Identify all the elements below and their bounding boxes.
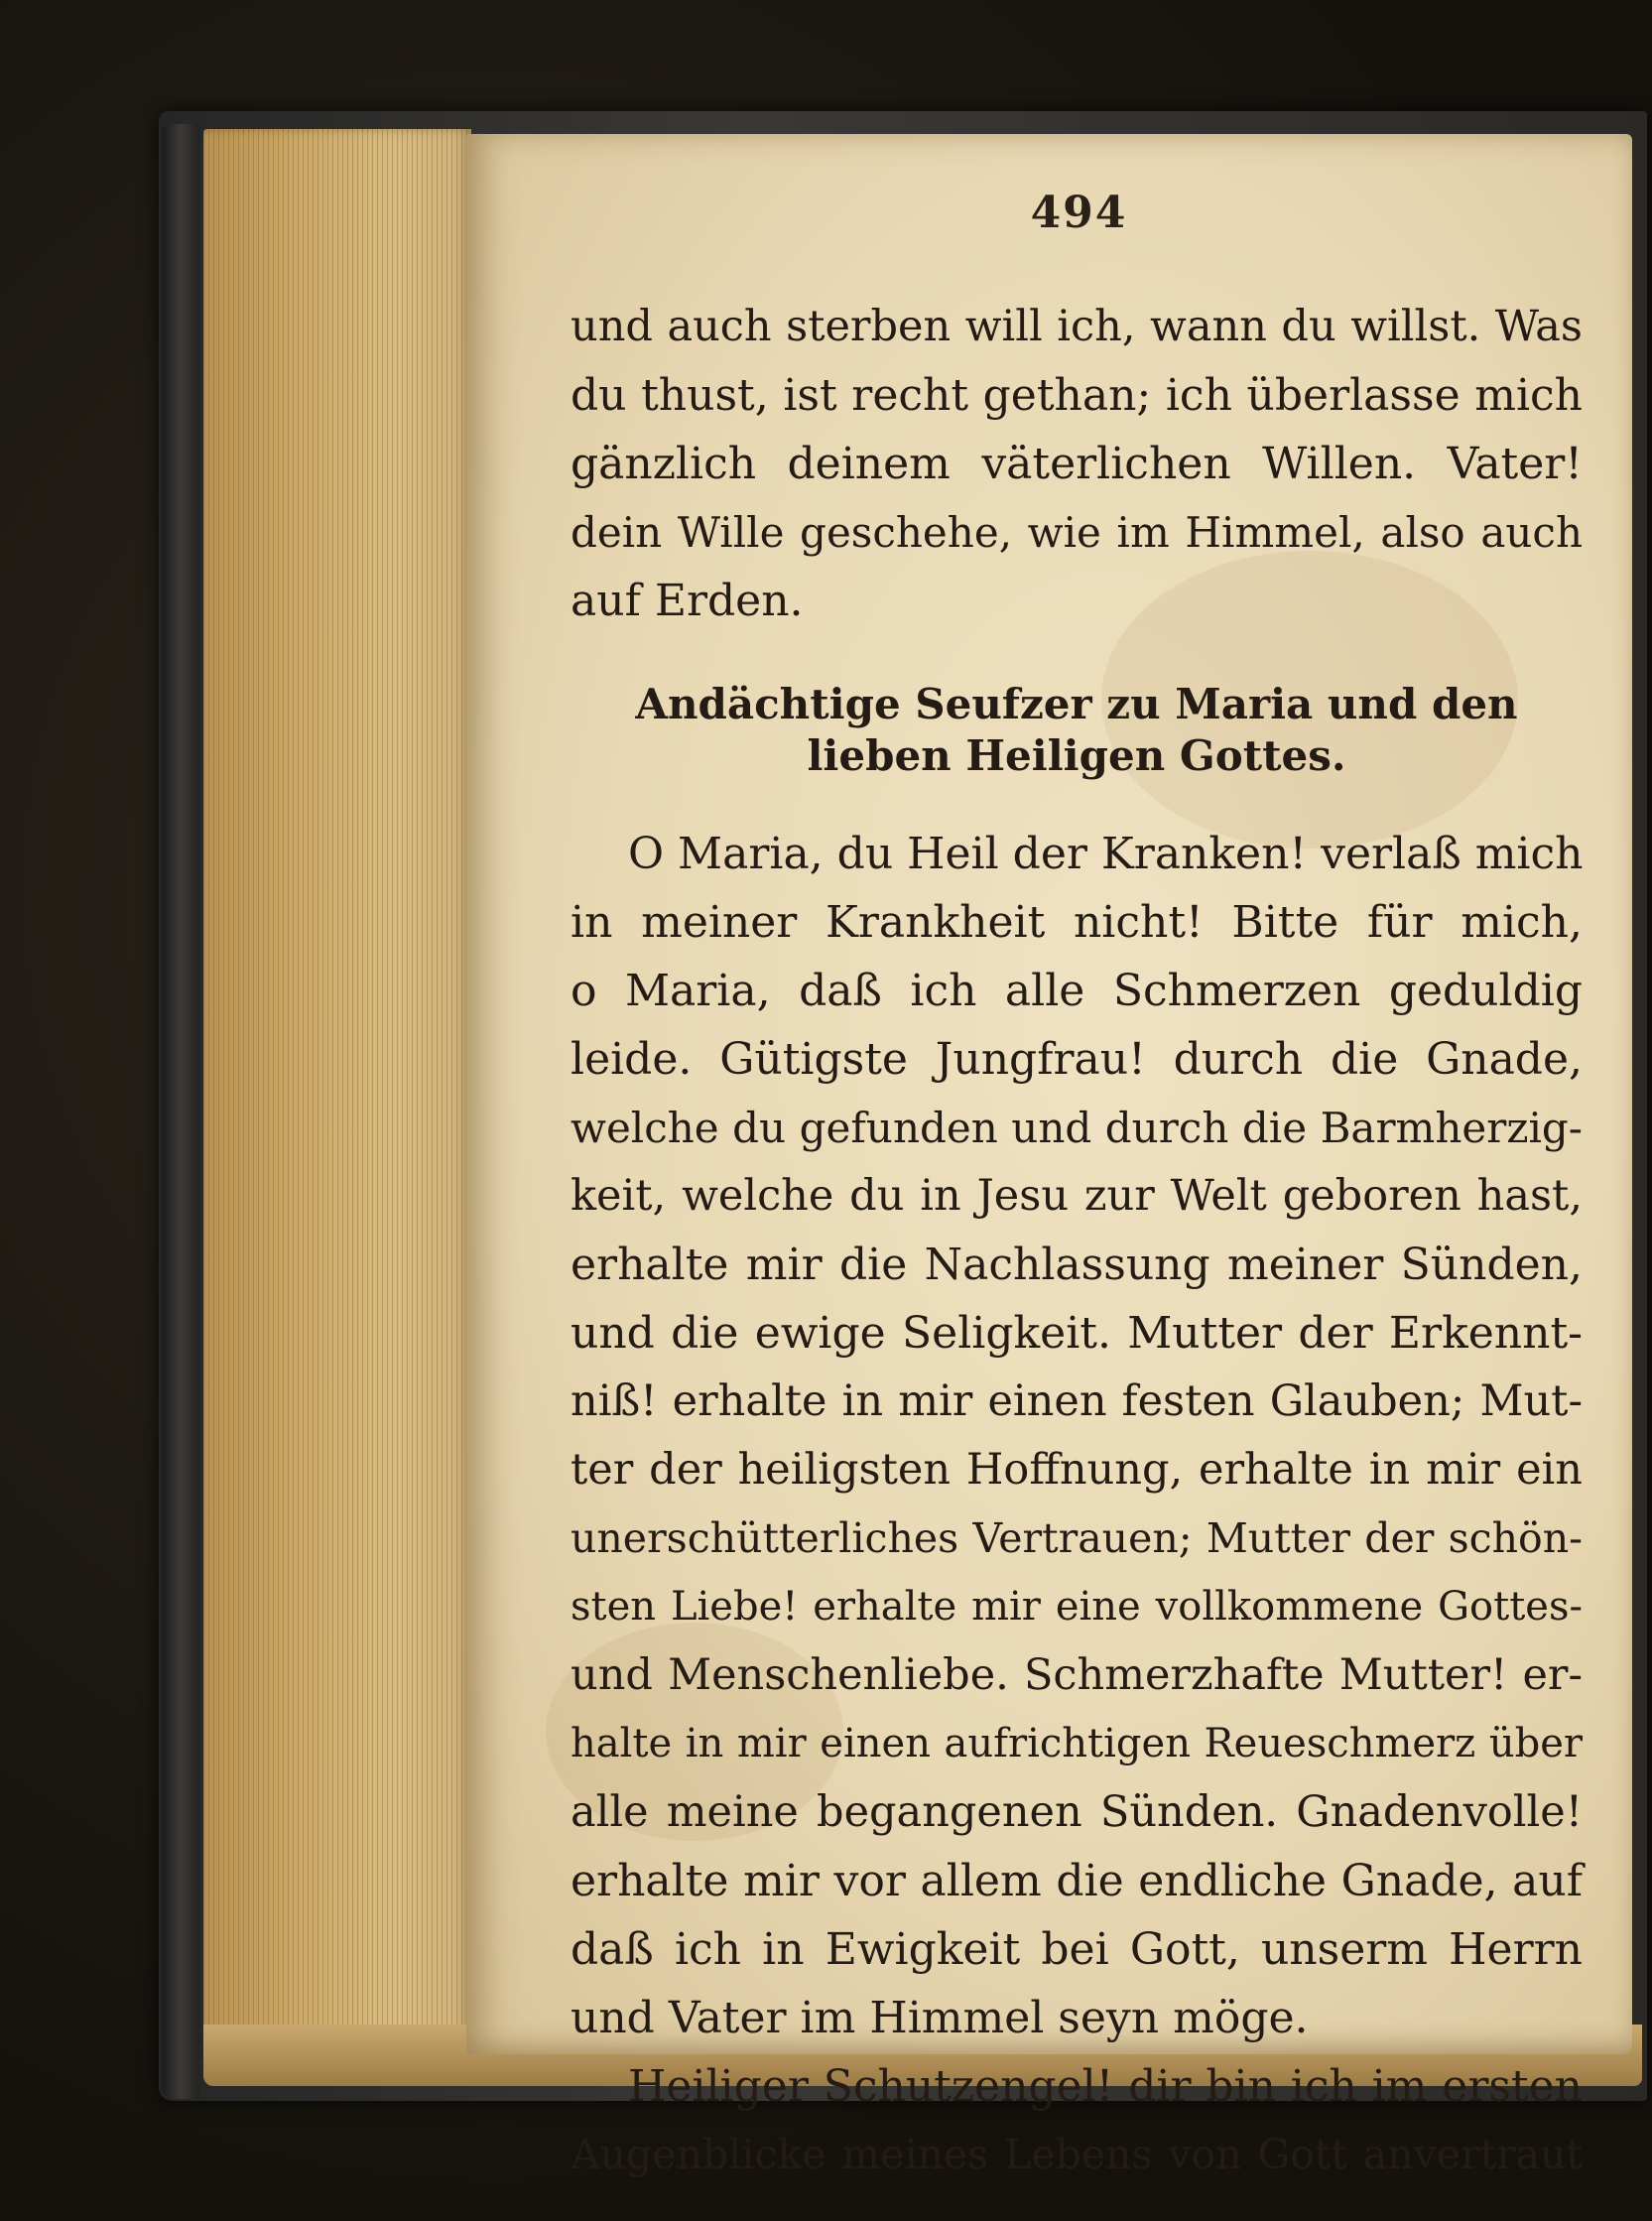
- text-line: niß! erhalte in mir einen festen Glauben; Mut-: [571, 1376, 1583, 1426]
- text-line: Heiliger Schutzengel! dir bin ich im ersten: [628, 2061, 1583, 2112]
- text-line: dein Wille geschehe, wie im Himmel, also auch: [571, 508, 1583, 557]
- text-line: und die ewige Seligkeit. Mutter der Erkennt-: [571, 1308, 1583, 1359]
- text-line: halte in mir einen aufrichtigen Reueschmerz über: [571, 1721, 1583, 1766]
- text-line: welche du gefunden und durch die Barmherzig-: [571, 1104, 1583, 1152]
- book-page: [466, 134, 1632, 2178]
- page-text: [571, 293, 1583, 2189]
- heading-line: Andächtige Seufzer zu Maria und den: [635, 680, 1518, 728]
- text-line: alle meine begangenen Sünden. Gnadenvolle!: [571, 1787, 1583, 1837]
- text-line: auf Erden.: [571, 576, 804, 626]
- text-line: und auch sterben will ich, wann du willst. Was: [571, 302, 1583, 351]
- text-line: Augenblicke meines Lebens von Gott anvertraut: [571, 2131, 1583, 2178]
- text-line: sten Liebe! erhalte mir eine vollkommene Gottes-: [571, 1584, 1583, 1630]
- text-line: o Maria, daß ich alle Schmerzen geduldig: [571, 966, 1583, 1016]
- text-line: erhalte mir die Nachlassung meiner Sünden,: [571, 1240, 1583, 1290]
- text-line: keit, welche du in Jesu zur Welt geboren hast,: [571, 1171, 1583, 1221]
- page-edges: [203, 129, 471, 2079]
- book-spine: [162, 124, 199, 2099]
- text-line: leide. Gütigste Jungfrau! durch die Gnade,: [571, 1034, 1583, 1085]
- text-line: in meiner Krankheit nicht! Bitte für mich,: [571, 897, 1583, 948]
- text-line: erhalte mir vor allem die endliche Gnade, auf: [571, 1856, 1583, 1906]
- paragraph-maria: [571, 820, 1583, 2052]
- paragraph-intro: [571, 293, 1583, 635]
- text-line: und Vater im Himmel seyn möge.: [571, 1993, 1309, 2043]
- text-line: unerschütterliches Vertrauen; Mutter der schön-: [571, 1514, 1583, 1562]
- text-line: ter der heiligsten Hoffnung, erhalte in mir ein: [571, 1445, 1583, 1495]
- text-line: daß ich in Ewigkeit bei Gott, unserm Herrn: [571, 1924, 1583, 1975]
- page-number: 494: [1030, 188, 1128, 238]
- text-line: O Maria, du Heil der Kranken! verlaß mich: [628, 829, 1584, 879]
- paragraph-angel: [571, 2052, 1583, 2189]
- text-line: und Menschenliebe. Schmerzhafte Mutter! er-: [571, 1650, 1583, 1700]
- text-line: du thust, ist recht gethan; ich überlasse mich: [571, 370, 1583, 421]
- text-line: gänzlich deinem väterlichen Willen. Vater!: [571, 439, 1583, 489]
- heading-line: lieben Heiligen Gottes.: [807, 731, 1346, 780]
- section-heading: [571, 679, 1583, 782]
